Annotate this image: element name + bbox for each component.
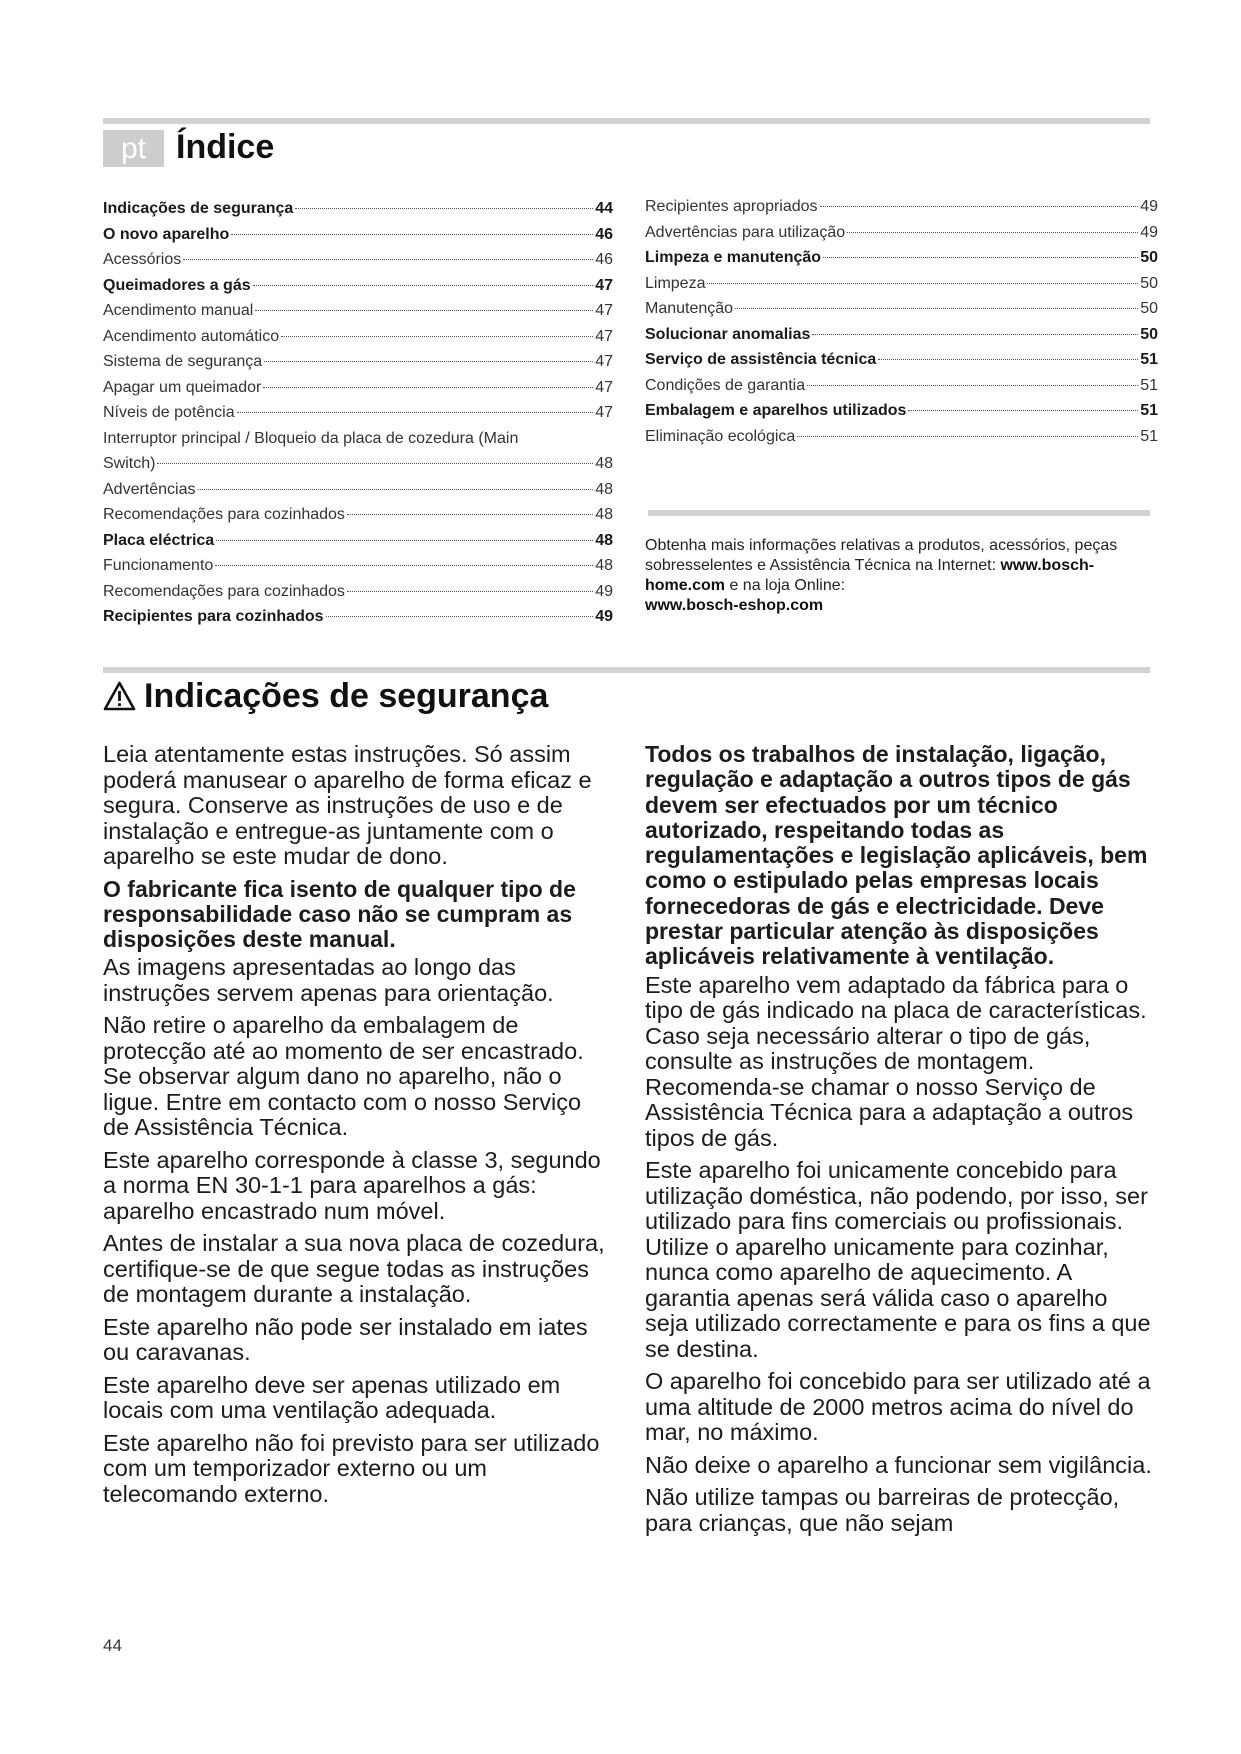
toc-leader-dots — [295, 208, 593, 209]
toc-entry-page: 47 — [595, 378, 613, 396]
toc-entry[interactable] — [103, 477, 613, 503]
index-title: Índice — [176, 128, 275, 166]
toc-entry[interactable] — [645, 194, 1158, 220]
toc-leader-dots — [347, 514, 593, 515]
toc-entry-title: Recomendações para cozinhados — [103, 506, 345, 523]
toc-entry[interactable] — [645, 347, 1158, 373]
toc-entry[interactable] — [103, 247, 613, 273]
toc-entry[interactable] — [645, 245, 1158, 271]
toc-entry-title: Acendimento manual — [103, 302, 254, 319]
toc-entry-page: 48 — [595, 557, 613, 574]
toc-entry[interactable] — [103, 324, 613, 350]
toc-leader-dots — [231, 234, 593, 235]
toc-leader-dots — [253, 285, 594, 286]
toc-entry-title: Placa eléctrica — [103, 531, 215, 549]
toc-entry-title: Limpeza e manutenção — [645, 249, 822, 266]
toc-entry[interactable] — [645, 220, 1158, 246]
info-rule — [648, 510, 1150, 516]
more-info-connector: e na loja Online: — [725, 577, 846, 594]
toc-entry[interactable] — [103, 375, 613, 401]
toc-entry-title: Sistema de segurança — [103, 353, 263, 370]
warning-triangle-icon — [103, 681, 136, 711]
toc-entry-page: 47 — [595, 353, 613, 370]
toc-leader-dots — [216, 540, 593, 541]
toc-entry-page: 51 — [1140, 351, 1158, 368]
toc-entry-page: 49 — [595, 608, 613, 625]
toc-leader-dots — [215, 565, 593, 566]
toc-leader-dots — [812, 334, 1138, 335]
toc-entry-page: 48 — [595, 480, 613, 498]
toc-leader-dots — [707, 283, 1138, 284]
toc-entry[interactable] — [103, 273, 613, 299]
toc-entry-page: 48 — [595, 531, 613, 549]
toc-entry-title: Acessórios — [103, 251, 182, 268]
toc-entry-title: Limpeza — [645, 274, 706, 292]
toc-entry-page: 48 — [595, 455, 613, 472]
safety-paragraph: Não deixe o aparelho a funcionar sem vigilância. — [645, 1451, 1152, 1478]
toc-leader-dots — [820, 206, 1139, 207]
safety-paragraph: Este aparelho foi unicamente concebido para utilização doméstica, não podendo, por isso, ser utilizado para fins comerciais ou profissionais. Utilize o aparelho unicamente para cozinhar, nunca como aparelho de aquecimento. A garantia apenas será válida caso o aparelho seja utilizado correctamente e para os fins a que se destina. — [645, 1157, 1151, 1362]
toc-entry-page: 50 — [1140, 325, 1158, 343]
toc-entry-page: 50 — [1140, 300, 1158, 317]
toc-entry-title: Solucionar anomalias — [645, 325, 811, 343]
safety-paragraph: Este aparelho não pode ser instalado em iates ou caravanas. — [103, 1313, 588, 1366]
toc-entry[interactable] — [103, 579, 613, 605]
toc-entry-title: Eliminação ecológica — [645, 427, 796, 445]
toc-entry-title: Embalagem e aparelhos utilizados — [645, 402, 907, 419]
toc-leader-dots — [157, 463, 593, 464]
toc-entry-page: 49 — [1140, 198, 1158, 215]
toc-leader-dots — [263, 387, 593, 388]
safety-paragraph-emphasis: O fabricante fica isento de qualquer tipo de responsabilidade caso não se cumpram as disposições deste manual. — [103, 875, 576, 953]
toc-entry-title: Acendimento automático — [103, 327, 280, 345]
toc-entry[interactable] — [103, 502, 613, 528]
toc-entry[interactable] — [645, 424, 1158, 450]
bosch-home-link[interactable]: www.bosch-home.com — [645, 557, 1095, 594]
toc-entry-page: 47 — [595, 404, 613, 421]
toc-entry-title: Recipientes apropriados — [645, 198, 818, 215]
toc-entry-page: 46 — [595, 251, 613, 268]
bosch-eshop-link[interactable]: www.bosch-eshop.com — [645, 597, 824, 614]
toc-entry-title: Advertências para utilização — [645, 223, 846, 241]
safety-paragraph: Antes de instalar a sua nova placa de cozedura, certifique-se de que segue todas as instruções de montagem durante a instalação. — [103, 1230, 605, 1308]
safety-paragraph: Este aparelho não foi previsto para ser utilizado com um temporizador externo ou um telecomando externo. — [103, 1429, 600, 1507]
toc-entry-title: O novo aparelho — [103, 225, 230, 243]
safety-column-right — [645, 742, 1157, 1543]
toc-entry-title: Indicações de segurança — [103, 200, 294, 217]
toc-entry-page: 48 — [595, 506, 613, 523]
toc-entry-page: 51 — [1140, 427, 1158, 445]
toc-entry-page: 51 — [1140, 376, 1158, 394]
toc-entry[interactable] — [103, 222, 613, 248]
toc-entry-page: 47 — [595, 276, 613, 294]
toc-leader-dots — [183, 259, 593, 260]
more-info-note — [645, 536, 1150, 616]
toc-entry-page: 49 — [1140, 223, 1158, 241]
toc-leader-dots — [255, 310, 593, 311]
toc-entry[interactable] — [645, 322, 1158, 348]
safety-paragraph-emphasis: Todos os trabalhos de instalação, ligação, regulação e adaptação a outros tipos de gás devem ser efectuados por um técnico autorizado, respeitando todas as regulamentações e legislação aplicáveis, bem como o estipulado pelas empresas locais fornecedoras de gás e electricidade. Deve prestar particular atenção às disposições aplicáveis relativamente à ventilação. — [645, 741, 1148, 970]
toc-entry-page: 50 — [1140, 249, 1158, 266]
toc-entry-title: Níveis de potência — [103, 404, 235, 421]
toc-leader-dots — [797, 436, 1138, 437]
toc-entry-title: Funcionamento — [103, 557, 214, 574]
toc-leader-dots — [264, 361, 593, 362]
toc-leader-dots — [878, 359, 1138, 360]
toc-entry[interactable] — [645, 398, 1158, 424]
toc-entry[interactable] — [103, 196, 613, 222]
safety-paragraph: Este aparelho vem adaptado da fábrica para o tipo de gás indicado na placa de características. Caso seja necessário alterar o tipo de gás, consulte as instruções de montagem. Recomenda-se chamar o nosso Serviço de Assistência Técnica para a adaptação a outros tipos de gás. — [645, 971, 1147, 1151]
more-info-text: Obtenha mais informações relativas a produtos, acessórios, peças sobresselentes e Assistência Técnica na Internet: — [645, 537, 1118, 574]
toc-entry-title: Recipientes para cozinhados — [103, 608, 324, 625]
toc-leader-dots — [823, 257, 1138, 258]
toc-entry-page: 46 — [595, 225, 613, 243]
language-badge: pt — [103, 130, 164, 167]
toc-leader-dots — [847, 232, 1138, 233]
table-of-contents-left — [103, 196, 613, 630]
toc-entry-page: 50 — [1140, 274, 1158, 292]
safety-paragraph: As imagens apresentadas ao longo das instruções servem apenas para orientação. — [103, 954, 554, 1006]
safety-paragraph: Leia atentamente estas instruções. Só assim poderá manusear o aparelho de forma eficaz e segura. Conserve as instruções de uso e de instalação e entregue-as juntamente com o aparelho se este mudar de dono. — [103, 741, 592, 869]
toc-leader-dots — [198, 489, 594, 490]
toc-entry-title: Serviço de assistência técnica — [645, 351, 877, 368]
toc-leader-dots — [326, 616, 594, 617]
toc-entry[interactable] — [103, 298, 613, 324]
safety-paragraph: Este aparelho deve ser apenas utilizado em locais com uma ventilação adequada. — [103, 1371, 561, 1424]
safety-column-left — [103, 742, 613, 1514]
toc-entry-page: 49 — [595, 582, 613, 600]
safety-section-title — [103, 672, 548, 720]
toc-leader-dots — [237, 412, 594, 413]
safety-paragraph: Não retire o aparelho da embalagem de protecção até ao momento de ser encastrado. Se observar algum dano no aparelho, não o ligue. Entre em contacto com o nosso Serviço de Assistência Técnica. — [103, 1012, 584, 1141]
toc-entry-title: Condições de garantia — [645, 376, 806, 394]
table-of-contents-right — [645, 194, 1158, 449]
toc-entry[interactable] — [103, 426, 613, 477]
toc-leader-dots — [908, 410, 1138, 411]
toc-entry[interactable] — [645, 373, 1158, 399]
safety-paragraph: Este aparelho corresponde à classe 3, segundo a norma EN 30-1-1 para aparelhos a gás: aparelho encastrado num móvel. — [103, 1146, 601, 1224]
toc-entry-title: Apagar um queimador — [103, 378, 262, 396]
toc-entry-title: Queimadores a gás — [103, 276, 251, 294]
toc-leader-dots — [347, 591, 593, 592]
toc-leader-dots — [281, 336, 593, 337]
toc-entry[interactable] — [645, 296, 1158, 322]
toc-entry-title: Switch) — [103, 455, 156, 472]
safety-paragraph: O aparelho foi concebido para ser utilizado até a uma altitude de 2000 metros acima do nível do mar, no máximo. — [645, 1368, 1151, 1446]
toc-entry-page: 47 — [595, 327, 613, 345]
toc-entry-title-line: Interruptor principal / Bloqueio da placa de cozedura (Main — [103, 429, 519, 447]
toc-entry-page: 44 — [595, 200, 613, 217]
safety-paragraph: Não utilize tampas ou barreiras de protecção, para crianças, que não sejam — [645, 1484, 1120, 1536]
toc-entry-title: Manutenção — [645, 300, 734, 317]
toc-entry[interactable] — [103, 553, 613, 579]
toc-entry[interactable] — [103, 349, 613, 375]
toc-entry-title: Advertências — [103, 480, 196, 498]
toc-leader-dots — [735, 308, 1138, 309]
safety-title-text: Indicações de segurança — [144, 677, 549, 715]
toc-entry-title: Recomendações para cozinhados — [103, 582, 345, 600]
toc-entry-page: 47 — [595, 302, 613, 319]
toc-entry[interactable] — [645, 271, 1158, 297]
toc-leader-dots — [807, 385, 1138, 386]
toc-entry[interactable] — [103, 604, 613, 630]
page-number: 44 — [103, 1636, 122, 1655]
toc-entry[interactable] — [103, 400, 613, 426]
toc-entry[interactable] — [103, 528, 613, 554]
toc-entry-page: 51 — [1140, 402, 1158, 419]
